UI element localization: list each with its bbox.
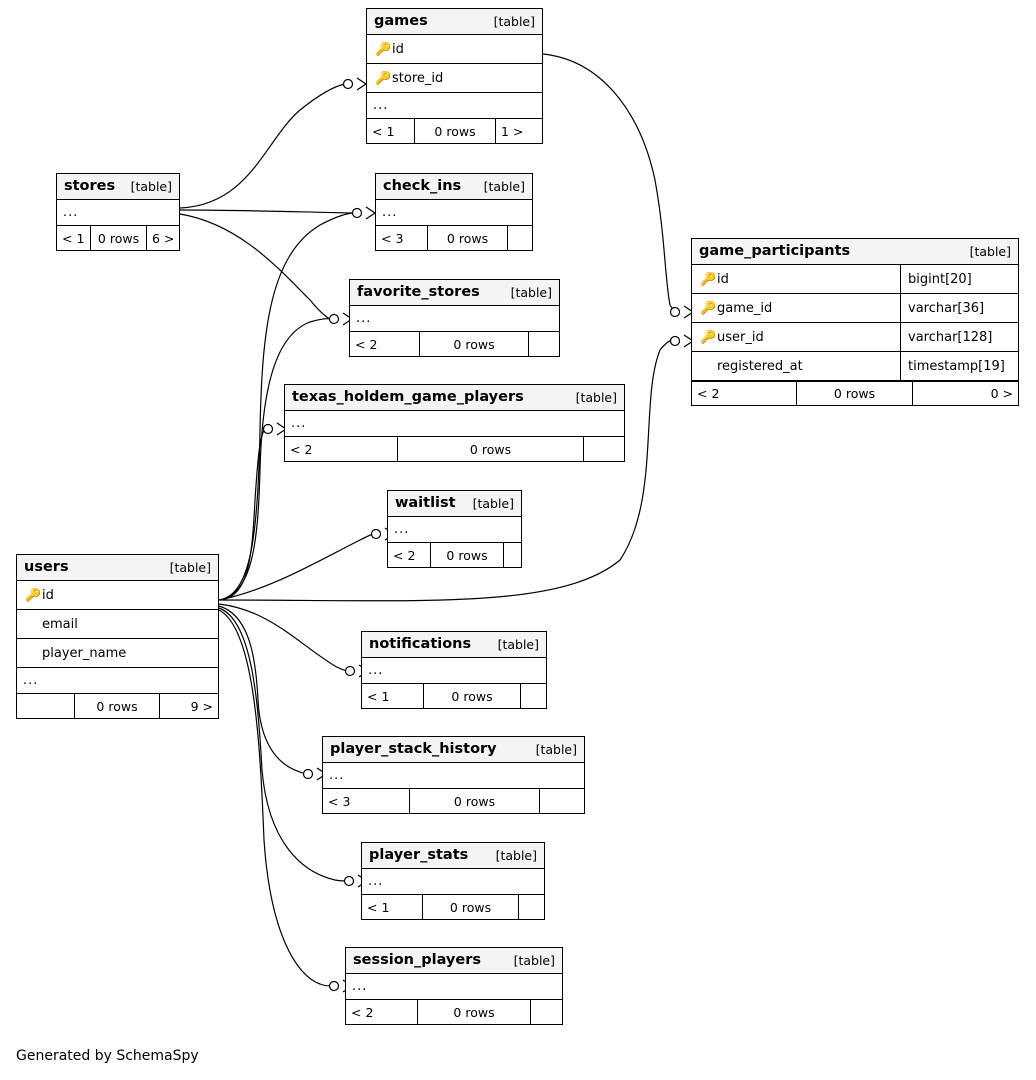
column-name: store_id: [392, 70, 444, 86]
table-title-games: games: [374, 13, 428, 29]
table-header-texas-holdem-game-players: [285, 385, 624, 411]
table-header-favorite-stores: [350, 280, 559, 306]
row-count: 0 rows: [418, 1000, 531, 1024]
table-tag-player-stack-history: [table]: [535, 741, 577, 757]
table-tag-player-stats: [table]: [495, 847, 537, 863]
prev-indicator[interactable]: < 3: [323, 789, 410, 813]
column-type: bigint[20]: [900, 265, 1018, 293]
table-title-player-stats: player_stats: [369, 847, 469, 863]
column-name: player_name: [42, 645, 127, 661]
prev-indicator[interactable]: [17, 694, 75, 718]
table-tag-session-players: [table]: [513, 952, 555, 968]
table-tag-favorite-stores: [table]: [510, 284, 552, 300]
prev-indicator[interactable]: < 2: [285, 437, 398, 461]
table-node-check-ins[interactable]: [375, 173, 533, 251]
table-node-users[interactable]: [16, 554, 219, 719]
table-header-player-stats: [362, 843, 544, 869]
table-tag-stores: [table]: [130, 178, 172, 194]
more-columns-ellipsis: ...: [362, 869, 544, 895]
table-footer-favorite-stores: [350, 332, 559, 356]
table-row: [17, 581, 218, 610]
table-title-stores: stores: [64, 178, 116, 194]
table-header-games: [367, 9, 542, 35]
row-count: 0 rows: [91, 226, 147, 250]
next-indicator[interactable]: [519, 895, 544, 919]
generator-credit: Generated by SchemaSpy: [16, 1048, 199, 1064]
next-indicator[interactable]: [529, 332, 559, 356]
next-indicator[interactable]: [584, 437, 624, 461]
primary-key-icon: 🔑: [25, 587, 42, 603]
next-indicator[interactable]: [521, 684, 546, 708]
column-name: id: [717, 271, 729, 287]
prev-indicator[interactable]: < 2: [388, 543, 431, 567]
more-columns-ellipsis: ...: [376, 200, 532, 226]
column-type: timestamp[19]: [900, 352, 1018, 380]
table-row: [692, 265, 1018, 294]
row-count: 0 rows: [424, 684, 521, 708]
next-indicator[interactable]: [531, 1000, 562, 1024]
table-title-users: users: [24, 559, 69, 575]
table-header-session-players: [346, 948, 562, 974]
column-type: varchar[128]: [900, 323, 1018, 351]
more-columns-ellipsis: ...: [362, 658, 546, 684]
more-columns-ellipsis: ...: [346, 974, 562, 1000]
row-count: 0 rows: [398, 437, 584, 461]
table-footer-session-players: [346, 1000, 562, 1024]
table-node-texas-holdem-game-players[interactable]: [284, 384, 625, 462]
table-footer-notifications: [362, 684, 546, 708]
table-title-session-players: session_players: [353, 952, 481, 968]
prev-indicator[interactable]: < 1: [367, 119, 415, 143]
table-node-games[interactable]: [366, 8, 543, 144]
table-node-player-stack-history[interactable]: [322, 736, 585, 814]
table-header-game-participants: [692, 239, 1018, 265]
table-tag-check-ins: [table]: [483, 178, 525, 194]
table-node-stores[interactable]: [56, 173, 180, 251]
table-node-favorite-stores[interactable]: [349, 279, 560, 357]
table-footer-waitlist: [388, 543, 521, 567]
next-indicator[interactable]: 9 >: [190, 698, 213, 714]
table-footer-stores: [57, 226, 179, 250]
foreign-key-icon: 🔑: [700, 300, 717, 316]
table-footer-player-stats: [362, 895, 544, 919]
next-indicator[interactable]: 0 >: [990, 386, 1013, 401]
table-row: [17, 639, 218, 668]
prev-indicator[interactable]: < 2: [346, 1000, 418, 1024]
table-footer-player-stack-history: [323, 789, 584, 813]
table-title-game-participants: game_participants: [699, 243, 851, 259]
prev-indicator[interactable]: < 1: [362, 895, 423, 919]
row-count: 0 rows: [797, 382, 913, 405]
table-node-session-players[interactable]: [345, 947, 563, 1025]
column-name: id: [392, 41, 404, 57]
table-node-waitlist[interactable]: [387, 490, 522, 568]
row-count: 0 rows: [428, 226, 508, 250]
more-columns-ellipsis: ...: [323, 763, 584, 789]
column-name: user_id: [717, 329, 764, 345]
row-count: 0 rows: [423, 895, 519, 919]
row-count: 0 rows: [75, 694, 160, 718]
table-title-favorite-stores: favorite_stores: [357, 284, 480, 300]
table-title-texas-holdem-game-players: texas_holdem_game_players: [292, 389, 524, 405]
table-tag-game-participants: [table]: [969, 243, 1011, 259]
row-count: 0 rows: [410, 789, 540, 813]
next-indicator[interactable]: 1 >: [501, 123, 524, 139]
table-header-users: [17, 555, 218, 581]
table-row: [367, 35, 542, 64]
table-tag-notifications: [table]: [497, 636, 539, 652]
table-tag-waitlist: [table]: [472, 495, 514, 511]
more-columns-ellipsis: ...: [388, 517, 521, 543]
table-row: [367, 64, 542, 93]
table-header-check-ins: [376, 174, 532, 200]
next-indicator[interactable]: [504, 543, 521, 567]
more-columns-ellipsis: ...: [285, 411, 624, 437]
table-tag-games: [table]: [493, 13, 535, 29]
primary-key-icon: 🔑: [375, 41, 392, 57]
table-title-waitlist: waitlist: [395, 495, 456, 511]
table-header-stores: [57, 174, 179, 200]
prev-indicator[interactable]: < 1: [362, 684, 424, 708]
table-node-notifications[interactable]: [361, 631, 547, 709]
next-indicator[interactable]: [508, 226, 532, 250]
table-row: [692, 352, 1018, 381]
column-type: varchar[36]: [900, 294, 1018, 322]
column-name: game_id: [717, 300, 773, 316]
column-name: registered_at: [717, 358, 803, 374]
table-title-notifications: notifications: [369, 636, 472, 652]
primary-key-icon: 🔑: [700, 271, 717, 287]
foreign-key-icon: 🔑: [700, 329, 717, 345]
table-row: [692, 323, 1018, 352]
more-columns-ellipsis: ...: [350, 306, 559, 332]
table-title-check-ins: check_ins: [383, 178, 462, 194]
column-name: id: [42, 587, 54, 603]
more-columns-ellipsis: ...: [17, 668, 218, 694]
table-row: [692, 294, 1018, 323]
table-title-player-stack-history: player_stack_history: [330, 741, 497, 757]
next-indicator[interactable]: 6 >: [152, 230, 175, 246]
row-count: 0 rows: [431, 543, 504, 567]
table-node-player-stats[interactable]: [361, 842, 545, 920]
prev-indicator[interactable]: < 2: [692, 382, 797, 405]
table-header-waitlist: [388, 491, 521, 517]
table-header-notifications: [362, 632, 546, 658]
prev-indicator[interactable]: < 1: [57, 226, 91, 250]
table-footer-game-participants: [692, 381, 1018, 405]
row-count: 0 rows: [420, 332, 529, 356]
row-count: 0 rows: [415, 119, 496, 143]
prev-indicator[interactable]: < 2: [350, 332, 420, 356]
column-name: email: [42, 616, 78, 632]
table-row: [17, 610, 218, 639]
table-footer-texas-holdem-game-players: [285, 437, 624, 461]
more-columns-ellipsis: ...: [367, 93, 542, 119]
table-header-player-stack-history: [323, 737, 584, 763]
next-indicator[interactable]: [540, 789, 584, 813]
table-footer-games: [367, 119, 542, 143]
table-tag-texas-holdem-game-players: [table]: [575, 389, 617, 405]
more-columns-ellipsis: ...: [57, 200, 179, 226]
table-footer-users: [17, 694, 218, 718]
table-footer-check-ins: [376, 226, 532, 250]
table-node-game-participants[interactable]: [691, 238, 1019, 406]
table-tag-users: [table]: [169, 559, 211, 575]
prev-indicator[interactable]: < 3: [376, 226, 428, 250]
foreign-key-icon: 🔑: [375, 70, 392, 86]
